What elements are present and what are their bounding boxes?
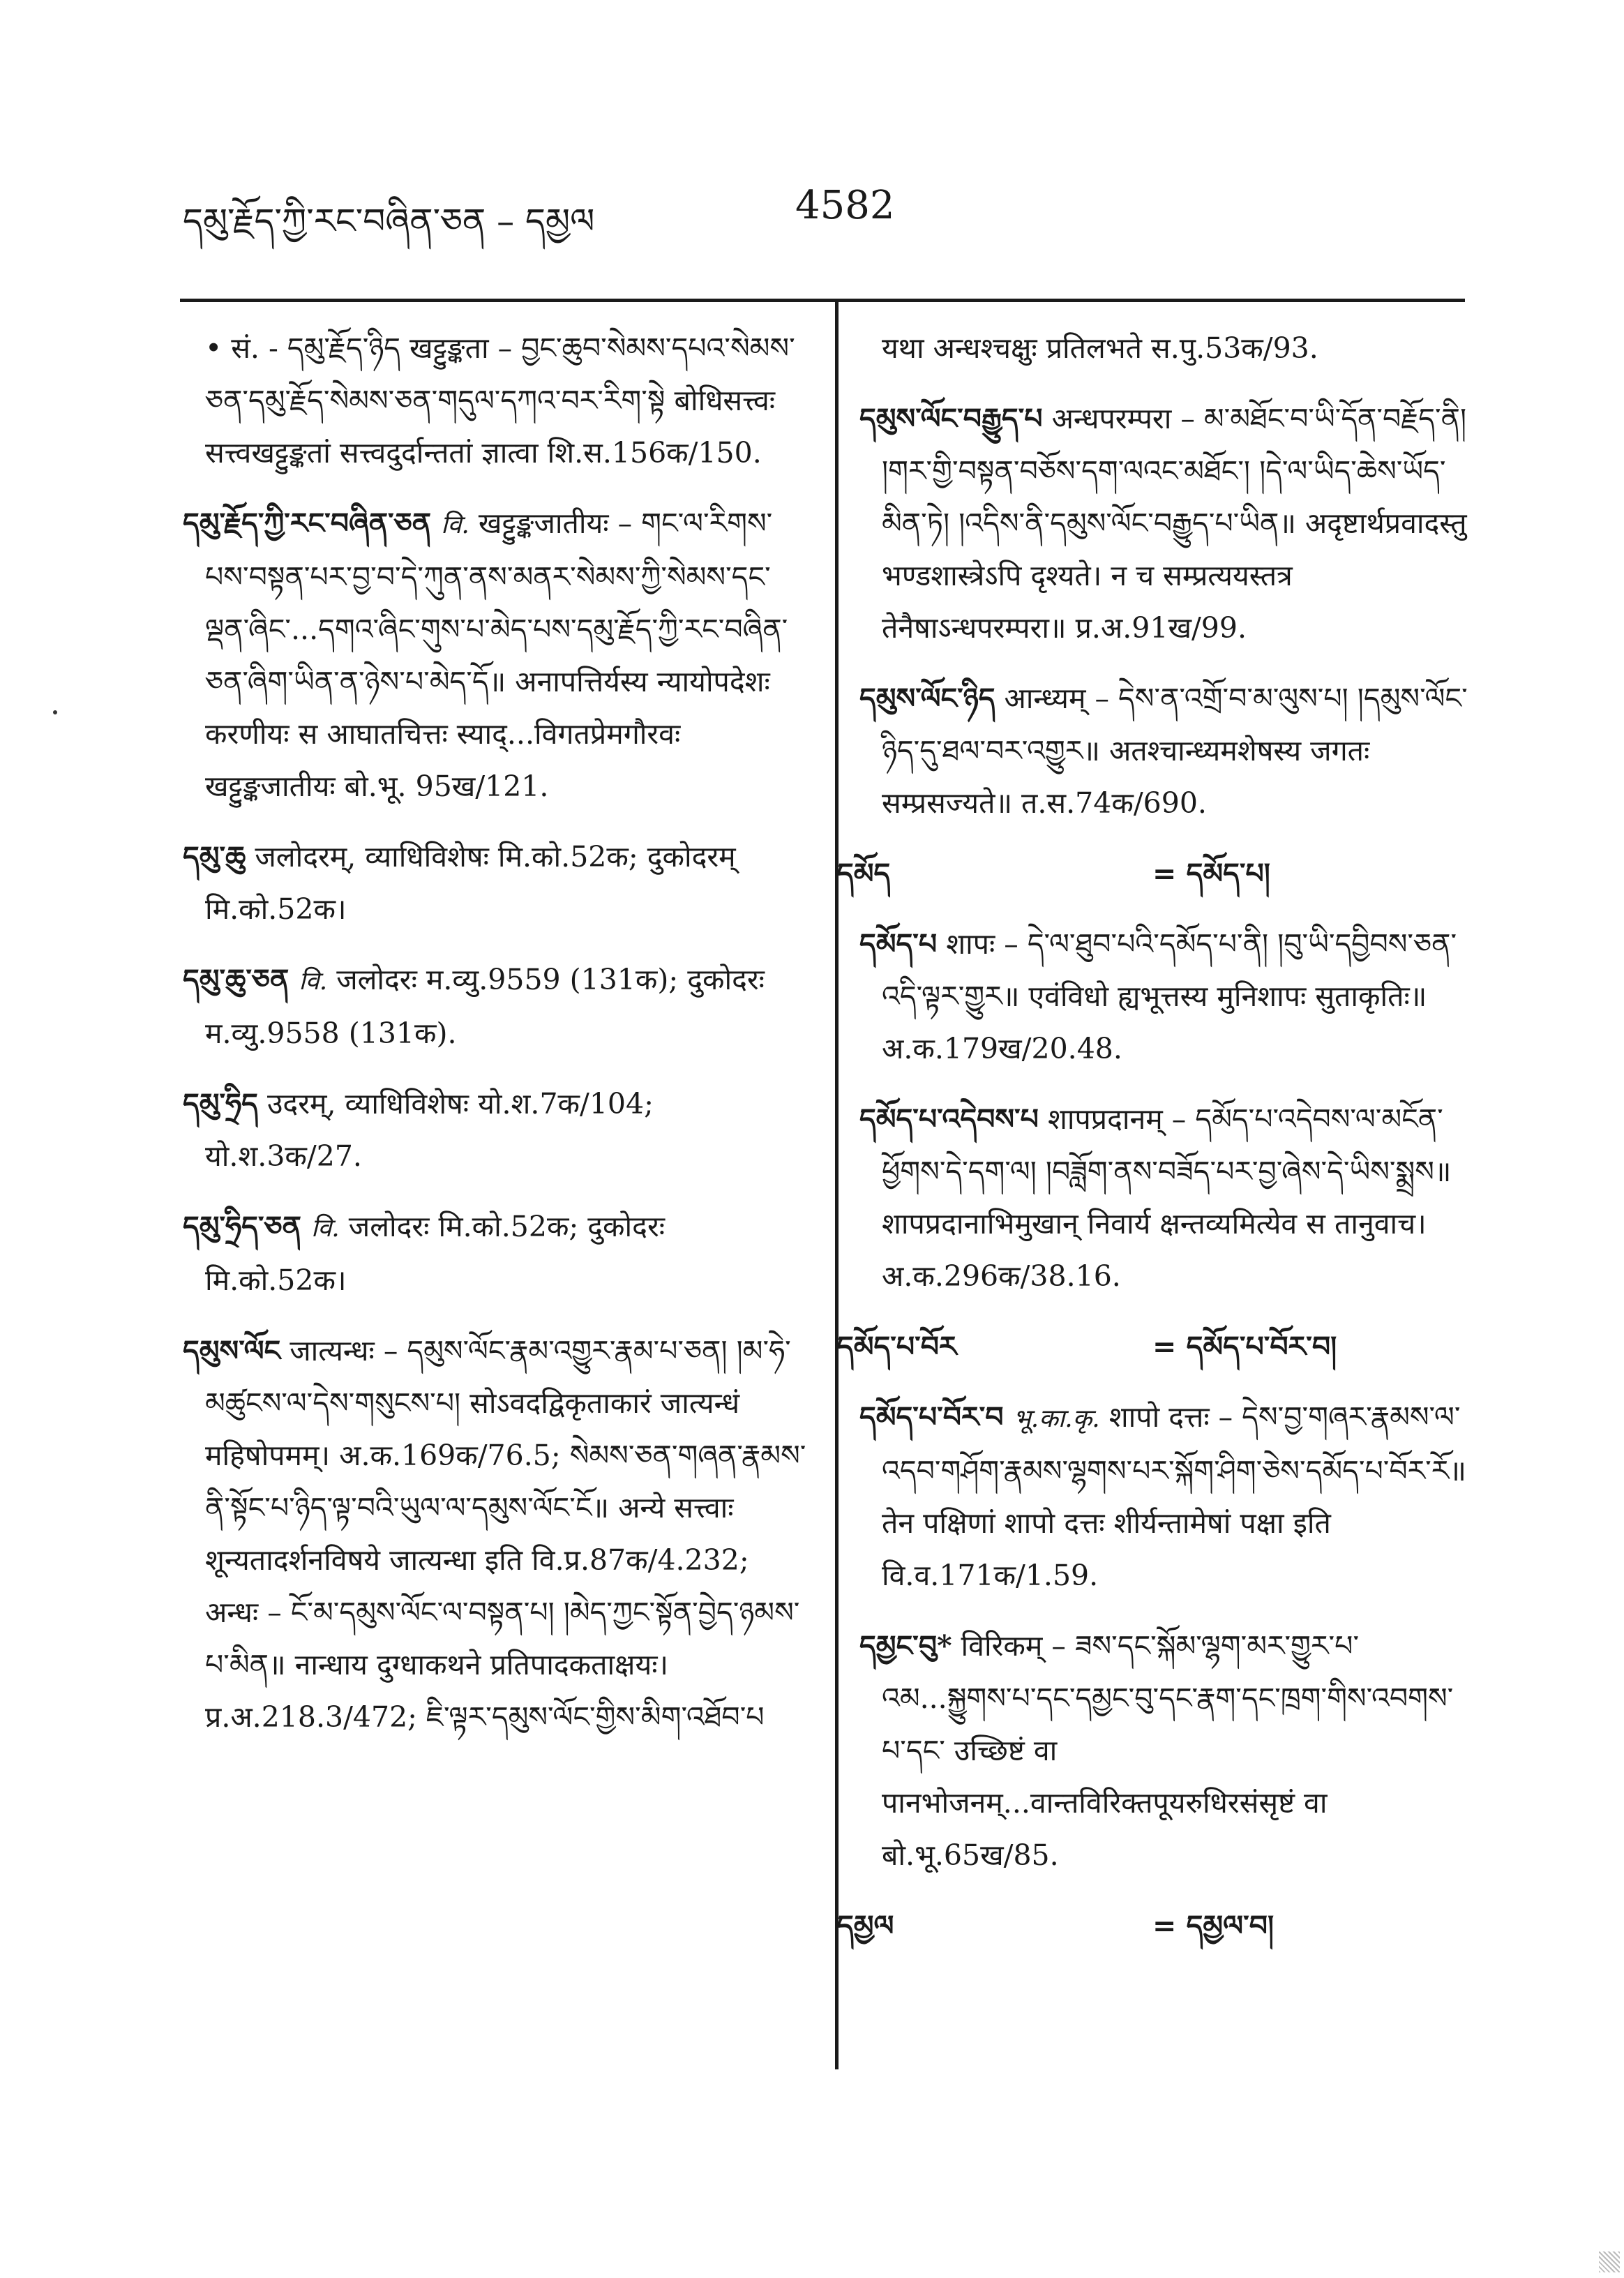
dictionary-entry [859, 1093, 1473, 1303]
scan-artifact [1599, 2251, 1620, 2272]
grammar-label: भू.का.कृ. [1013, 1404, 1100, 1433]
entry-headword: དམོད་པ་བོར [837, 1330, 957, 1363]
grammar-label: वि. [299, 967, 328, 996]
dictionary-entry [183, 1201, 811, 1307]
dictionary-entry [183, 831, 811, 936]
grammar-label: वि. [310, 1214, 340, 1243]
entry-headword: དམུས་ལོང་བརྒྱུད་པ [859, 402, 1043, 435]
entry-headword: དམུ་ཧྲིད་ཅན [183, 1210, 301, 1243]
entry-headword: དམུ་ཧྲིད [183, 1087, 258, 1121]
dictionary-entry [183, 1078, 811, 1183]
entry-headword: དམུས་ལོང་ཉིད [859, 682, 995, 715]
entry-headword: དམོད་པ [859, 927, 938, 961]
entry-headword: དམྱལ [837, 1909, 894, 1942]
entry-definition: जलोदरः मि.को.52क; दुकोदरः मि.को.52क। [205, 1210, 665, 1297]
cross-reference: = དམོད་པ་བོར་བ། [1152, 1330, 1337, 1363]
entry-definition: शापो दत्तः – དེས་བྱ་གཞར་རྣམས་ལ་འདབ་གཤོག་རྣམས་ལྷགས་པར་སྐོག་ཤིག་ཅེས་དམོད་པ་བོར་རོ॥ तेन पक्षिणां शापो दत्तः शीर्यन्तामेषां पक्षा इति वि.व.171क/1.59. [882, 1400, 1466, 1592]
dictionary-entry [183, 1325, 811, 1744]
dictionary-entry [859, 322, 1473, 375]
dictionary-entry [183, 322, 811, 479]
dictionary-entry [859, 673, 1473, 830]
entry-headword: དམོད [837, 857, 891, 890]
header-rule [180, 299, 1465, 302]
stray-dot [53, 710, 57, 714]
entry-headword: དམོད་པ་འདེབས་པ [859, 1102, 1039, 1136]
dictionary-entry [859, 918, 1473, 1075]
column-divider [835, 299, 839, 2069]
entry-definition: जात्यन्धः – དམུས་ལོང་རྣམ་འགྱུར་རྣམ་པ་ཅན། །མ་ཧེ་མཚུངས་ལ་དེས་གསུངས་པ། सोऽवदद्विकृताकारं जात्यन्धं महिषोपमम्। अ.क.169क/76.5; སེམས་ཅན་གཞན་རྣམས་ནི་སྟོང་པ་ཉིད་ལྟ་བའི་ཡུལ་ལ་དམུས་ལོང་ངོ॥ अन्ये सत्त्वाः शून्यतादर्शनविषये जात्यन्धा इति वि.प्र.87क/4.232; अन्धः – ངོ་མ་དམུས་ལོང་ལ་བསྟན་པ། །མེད་ཀྱང་སྟོན་བྱེད་ཉམས་པ་མིན॥ नान्धाय दुग्धाकथने प्रतिपादकताक्षयः। प्र.अ.218.3/472; ཇི་ལྟར་དམུས་ལོང་གྱིས་མིག་འཐོབ་པ [205, 1334, 806, 1734]
entry-headword: དམུས་ལོང [183, 1334, 281, 1367]
dictionary-entry [837, 1900, 1473, 1952]
entry-definition: उदरम्, व्याधिविशेषः यो.श.7क/104; यो.श.3क/27. [205, 1087, 654, 1173]
entry-headword: དམོད་པ་བོར་བ [859, 1400, 1004, 1434]
entry-headword: དམུ་རྗོད་ཀྱི་རང་བཞིན་ཅན [183, 507, 432, 540]
entry-definition: खट्टुङ्कजातीयः – གང་ལ་རིགས་པས་བསྟན་པར་བྱ་བ་དེ་ཀུན་ནས་མནར་སེམས་ཀྱི་སེམས་དང་ལྡན་ཞིང་...དགའ་ཞིང་གུས་པ་མེད་པས་དམུ་རྗོད་ཀྱི་རང་བཞིན་ཅན་ཞིག་ཡིན་ན་ཉེས་པ་མེད་དོ॥ अनापत्तिर्यस्य न्यायोपदेशः करणीयः स आघातचित्तः स्याद्...विगतप्रेमगौरवः खट्टुङ्कजातीयः बो.भू. 95ख/121. [205, 507, 788, 803]
entry-definition: विरिकम् – ཟས་དང་སྐོམ་ལྷག་མར་གྱུར་པ་འམ...སྐྱུགས་པ་དང་དམྱང་བུ་དང་རྣག་དང་ཁྲག་གིས་འབགས་པ་དང་ उच्छिष्टं वा पानभोजनम्...वान्तविरिक्तपूयरुधिरसंसृष्टं वा बो.भू.65ख/85. [882, 1629, 1454, 1872]
dictionary-entry [859, 1620, 1473, 1882]
left-column [183, 322, 811, 1762]
grammar-label: वि. [441, 511, 469, 539]
entry-headword: དམུ་ཆུ་ཅན [183, 963, 290, 996]
entry-headword: དམུ་ཆུ [183, 840, 246, 874]
running-head: དམུ་རྗོད་ཀྱི་རང་བཞིན་ཅན – དམྱལ [183, 201, 595, 241]
entry-definition: शापः – དེ་ལ་ཐུབ་པའི་དམོད་པ་ནི། །བུ་ཡི་དབྱིབས་ཅན་འདི་ལྟར་གྱུར॥ एवंविधो ह्यभूत्तस्य मुनिशापः सुताकृतिः॥ अ.क.179ख/20.48. [882, 927, 1457, 1065]
dictionary-entry [859, 393, 1473, 654]
dictionary-entry [183, 954, 811, 1060]
entry-definition: • सं. - དམུ་རྗོད་ཉིད खट्टुङ्कता – བྱང་ཆུབ་སེམས་དཔའ་སེམས་ཅན་དམུ་རྗོད་སེམས་ཅན་གདུལ་དཀའ་བར་རིག་སྟེ बोधिसत्त्वः सत्त्वखट्टुङ्कतां सत्त्वदुर्दान्ततां ज्ञात्वा शि.स.156क/150. [205, 331, 795, 470]
entry-definition: शापप्रदानम् – དམོད་པ་འདེབས་ལ་མངོན་ཕྱོགས་དེ་དག་ལ། །བཟློག་ནས་བཟོད་པར་བྱ་ཞེས་དེ་ཡིས་སྨྲས॥ शापप्रदानाभिमुखान् निवार्य क्षन्तव्यमित्येव स तानुवाच। अ.क.296क/38.16. [882, 1102, 1452, 1293]
entry-headword: དམྱང་བུ* [859, 1629, 952, 1663]
cross-reference: = དམྱལ་བ། [1152, 1909, 1275, 1942]
entry-definition: यथा अन्धश्चक्षुः प्रतिलभते स.पु.53क/93. [882, 331, 1318, 365]
dictionary-entry [837, 848, 1473, 900]
entry-definition: आन्ध्यम् – དེས་ན་འགྲོ་བ་མ་ལུས་པ། །དམུས་ལོང་ཉིད་དུ་ཐལ་བར་འགྱུར॥ अतश्चान्ध्यमशेषस्य जगतः सम्प्रसज्यते॥ त.स.74क/690. [882, 682, 1468, 820]
page-number: 4582 [795, 183, 895, 228]
entry-definition: जलोदरः म.व्यु.9559 (131क); दुकोदरः म.व्यु.9558 (131क). [205, 963, 765, 1050]
right-column [837, 322, 1473, 1970]
dictionary-entry [837, 1321, 1473, 1373]
entry-definition: जलोदरम्, व्याधिविशेषः मि.को.52क; दुकोदरम् मि.को.52क। [205, 840, 736, 926]
cross-reference: = དམོད་པ། [1152, 857, 1270, 890]
dictionary-entry [183, 497, 811, 813]
dictionary-entry [859, 1391, 1473, 1602]
entry-definition: अन्धपरम्परा – མ་མཐོང་བ་ཡི་དོན་བརྗོད་ནི། །གར་གྱི་བསྟན་བཅོས་དག་ལའང་མཐོང་། །དེ་ལ་ཡིད་ཆེས་ཡོད་མིན་ཏེ། །འདིས་ནི་དམུས་ལོང་བརྒྱུད་པ་ཡིན॥ अदृष्टार्थप्रवादस्तु भण्डशास्त्रेऽपि दृश्यते। न च सम्प्रत्ययस्तत्र तेनैषाऽन्धपरम्परा॥ प्र.अ.91ख/99. [882, 402, 1467, 645]
